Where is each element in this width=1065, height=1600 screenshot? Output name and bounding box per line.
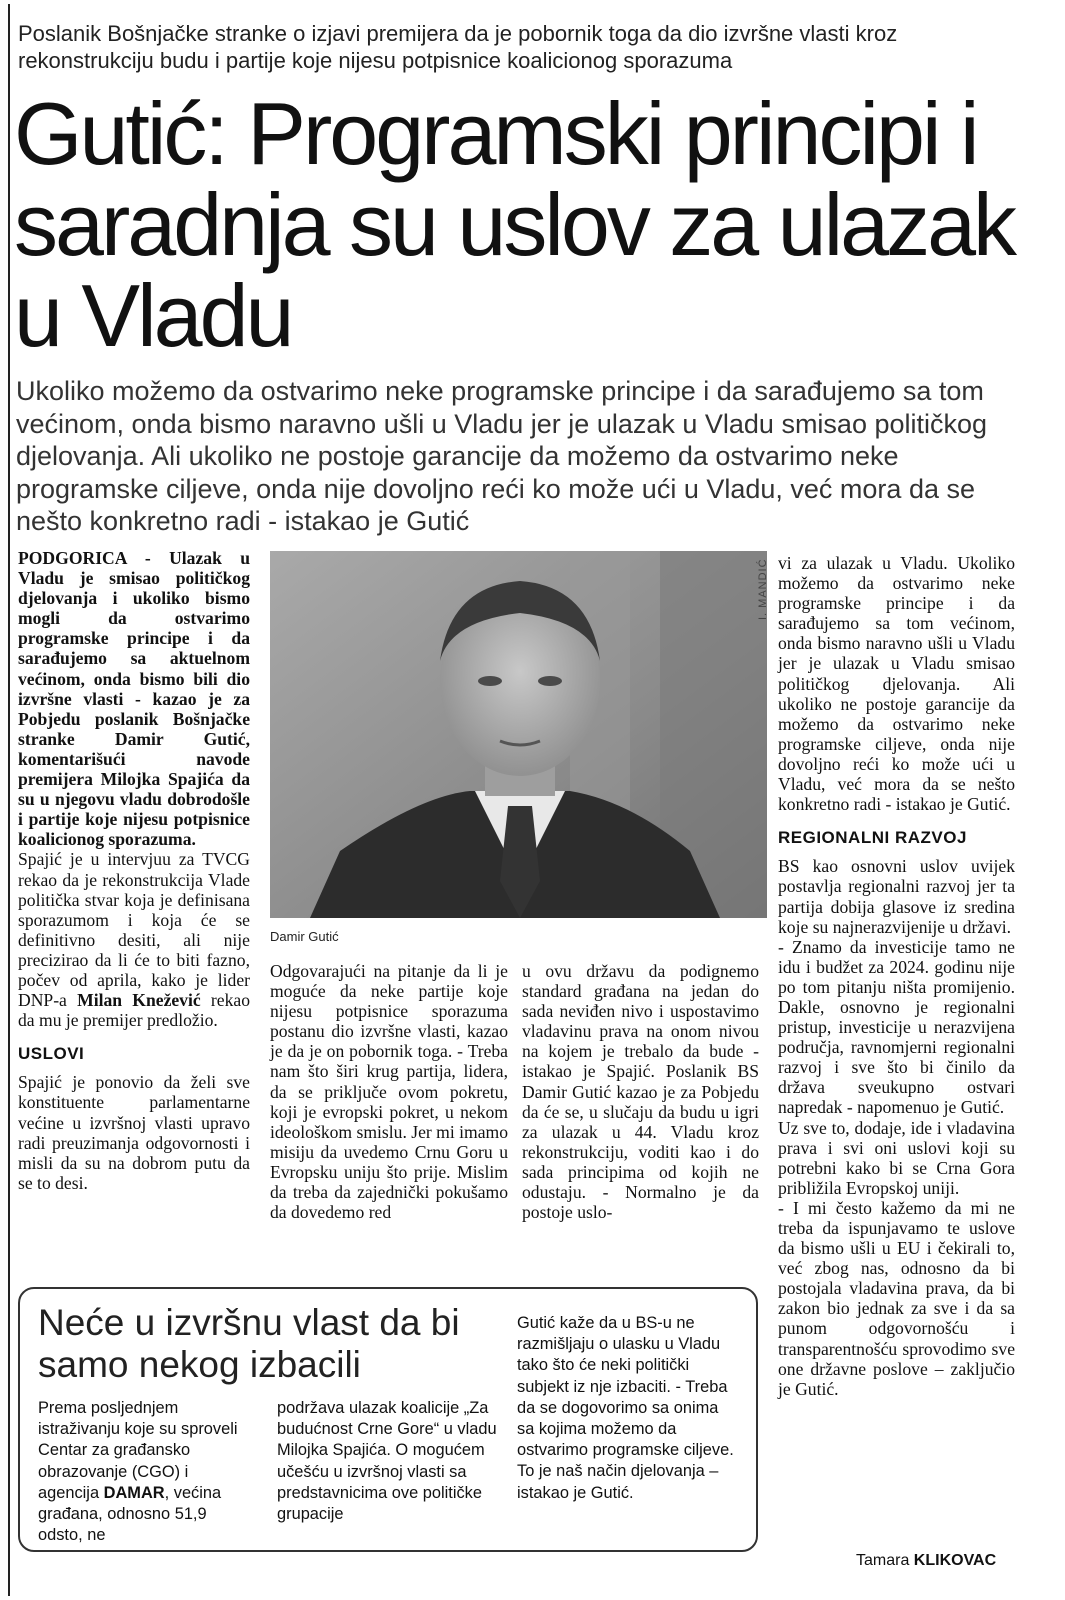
body-paragraph: [18, 849, 250, 1030]
intro-paragraph: [18, 548, 250, 849]
column-3: [522, 961, 759, 1222]
box-text: , većina građana, odnosno 51,9 odsto, ne: [38, 1483, 222, 1545]
photo-credit-text: I. MANDIĆ: [757, 558, 769, 620]
body-paragraph: - I mi često kažemo da mi ne treba da ispunjavamo te uslove da bismo ušli u EU i čekirali to, već zbog nas, odnosno da bi postojala vladavina prava, da bi zakon bio jednak za sve i da sa punom odgovornošću i transparentnošću sprovodimo sve one državne poslove – zaključio je Gutić.: [778, 1197, 1015, 1399]
subhead-regionalni-razvoj: REGIONALNI RAZVOJ: [778, 828, 967, 848]
body-paragraph: BS kao osnovni uslov uvijek postavlja regionalni razvoj jer ta partija dobija glasove iz sredina koje su najnerazvijenije u državi.: [778, 856, 1015, 937]
agency-name: DAMAR: [103, 1483, 165, 1502]
lead-paragraph: Ukoliko možemo da ostvarimo neke programske principe i da sarađujemo sa tom većinom, onda bismo naravno ušli u Vladu jer je ulazak u Vladu smisao političkog djelovanja. Ali ukoliko ne postoje garancije da možemo da ostvarimo neke programske ciljeve, onda nije dovoljno reći ko može ući u Vladu, već mora da se nešto konkretno radi - istakao je Gutić: [16, 376, 988, 536]
body-paragraph: vi za ulazak u Vladu. Ukoliko možemo da ostvarimo neke programske principe i da sarađujemo sa tom većinom, onda bismo naravno ušli u Vladu jer je ulazak u Vladu smisao političkog djelovanja. Ali ukoliko ne postoje garancije da možemo da ostvarimo neke programske ciljeve, onda nije dovoljno reći ko može ući u Vladu, već mora da se nešto konkretno radi - istakao je Gutić.: [778, 553, 1015, 815]
box-column-2: podržava ulazak koalicije „Za budućnost Crne Gore“ u vladu Milojka Spajića. O mogućem učešću u izvršnoj vlasti sa predstavnicima ove političke grupacije: [277, 1399, 497, 1524]
box-column-3: Gutić kaže da u BS-u ne razmišljaju o ulasku u Vladu tako što će neki politički subjekt iz nje izbaciti. - Treba da se dogovorimo sa onima sa kojima možemo da ostvarimo programske ciljeve. To je naš način djelovanja – istakao je Gutić.: [517, 1314, 734, 1502]
photo-damir-gutic: [270, 551, 767, 918]
column-1: [18, 548, 250, 1193]
body-text: rekao da mu je premijer predložio.: [18, 990, 250, 1031]
person-name: Milan Knežević: [77, 990, 201, 1011]
photo-caption: Damir Gutić: [270, 929, 339, 944]
box-text: Prema posljednjem istraživanju koje su sproveli Centar za građansko obrazovanje (CGO) i agencija: [38, 1399, 238, 1502]
byline-last: KLIKOVAC: [913, 1552, 997, 1569]
body-paragraph: Uz sve to, dodaje, ide i vladavina prava i svi oni uslovi koji su potrebni kako bi se Crna Gora približila Evropskoj uniji.: [778, 1117, 1015, 1198]
photo-credit: [755, 540, 773, 620]
box-title: Neće u izvršnu vlast da bi samo nekog izbacili: [38, 1302, 460, 1385]
body-paragraph: - Znamo da investicije tamo ne idu i budžet za 2024. godinu nije po tom pitanju ništa promijenio. Dakle, osnovno je regionalni pristup, investicije u nerazvijena područja, ravnomjerni regionalni razvoj i sve što bi činilo da država sveukupno ostvari napredak - napomenuo je Gutić.: [778, 936, 1015, 1118]
intro-text: - Ulazak u Vladu je smisao političkog djelovanja i ukoliko bismo mogli da ostvarimo programske principe i da sarađujemo sa aktuelnom većinom, onda bismo bili dio izvršne vlasti - kazao je za Pobjedu poslanik Bošnjačke stranke Damir Gutić, komentarišući navode premijera Milojka Spajića da su u njegovu vladu dobrodošle i partije koje nijesu potpisnice koalicionog sporazuma.: [18, 548, 250, 850]
body-paragraph: u ovu državu da podignemo standard građana na jedan do sada neviđen nivo i uspostavimo vladavinu prava na onom nivou na kojem je trebalo da bude - istakao je Spajić. Poslanik BS Damir Gutić kazao je za Pobjedu da će se, u slučaju da budu u igri za ulazak u 44. Vladu kroz rekonstrukciju, voditi kao i do sada principima od kojih ne odustaju. - Normalno je da postoje uslo-: [522, 961, 759, 1223]
dateline: PODGORICA: [18, 548, 127, 568]
headline: Gutić: Programski principi i saradnja su uslov za ulazak u Vladu: [14, 84, 1015, 365]
box-column-1: [38, 1398, 243, 1546]
column-2: [270, 961, 508, 1222]
body-paragraph: Spajić je ponovio da želi sve konstituente parlamentarne većine u izvršnoj vlasti upravo radi preuzimanja odgovornosti i misli da su na dobrom putu da se to desi.: [18, 1072, 250, 1193]
portrait-illustration: [270, 551, 767, 918]
byline: [856, 1552, 996, 1570]
body-text: Spajić je u intervjuu za TVCG rekao da je rekonstrukcija Vlade politička stvar koja je definisana sporazumom i koja će se definitivno desiti, ali nije precizirao da li će to biti fazno, počev od aprila, kako je lider DNP-a: [18, 849, 250, 1011]
column-4: [778, 553, 1015, 1399]
left-column-rule: [8, 4, 10, 1596]
body-paragraph: Odgovarajući na pitanje da li je moguće da neke partije koje nijesu potpisnice sporazuma postanu dio izvršne vlasti, kazao je da je on pobornik toga. - Treba nam što širi krug partija, lidera, da se priključe ovom pokretu, koji je evropski pokret, u nekom ideološkom smislu. Jer mi imamo misiju da uvedemo Crnu Goru u Evropsku uniju što prije. Mislim da treba da zajednički pokušamo da dovedemo red: [270, 961, 508, 1223]
supertitle: Poslanik Bošnjačke stranke o izjavi premijera da je pobornik toga da dio izvršne vlasti kroz rekonstrukciju budu i partije koje nijesu potpisnice koalicionog sporazuma: [18, 21, 898, 73]
byline-first: Tamara: [856, 1552, 914, 1569]
subhead-uslovi: USLOVI: [18, 1044, 85, 1064]
